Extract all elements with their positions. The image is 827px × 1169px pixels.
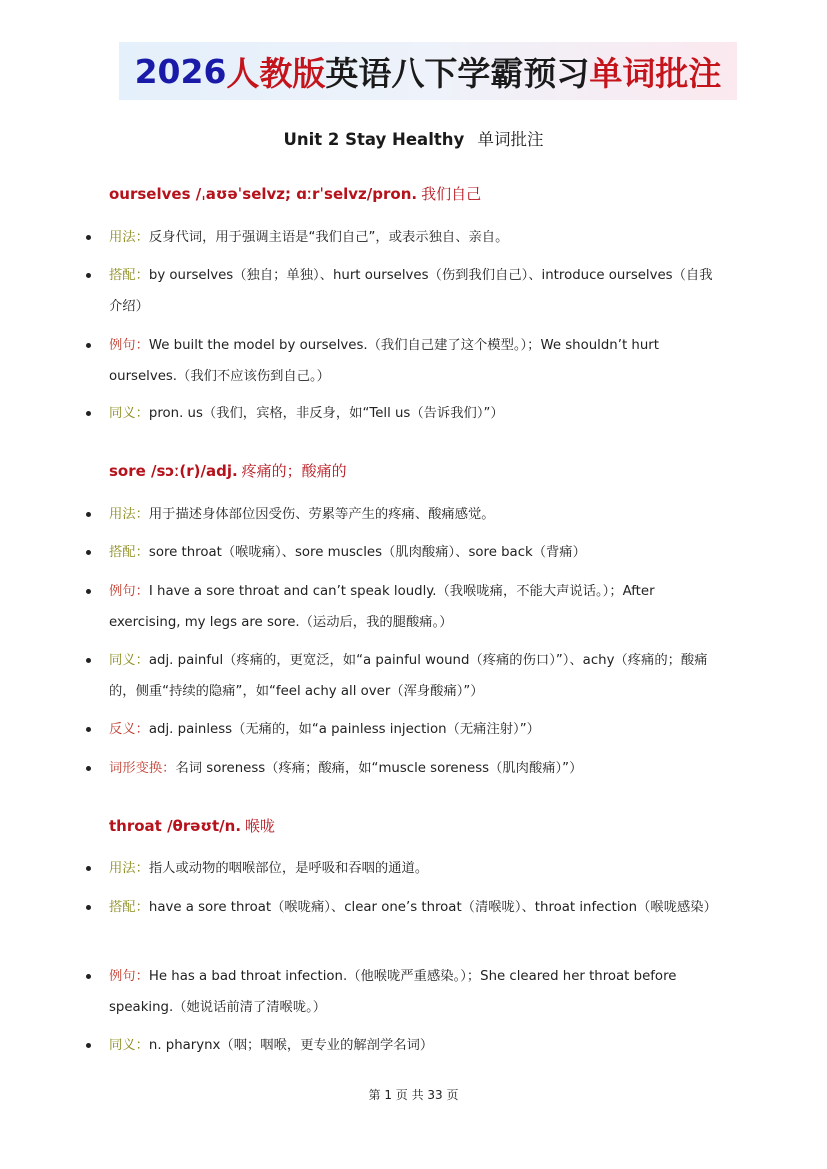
headword-text: ourselves /ˌaʊəˈselvz; ɑːrˈselvz/pron. [109, 185, 418, 203]
item-text: adj. painful（疼痛的，更宽泛，如“a painful wound（疼痛的伤口）”）、achy（疼痛的；酸痛的，侧重“持续的隐痛”，如“feel achy all over（浑身酸痛）”） [109, 653, 708, 699]
item-text: 指人或动物的咽喉部位，是呼吸和吞咽的通道。 [148, 861, 429, 876]
item-text: have a sore throat（喉咙痛）、clear one’s throat（清喉咙）、throat infection（喉咙感染） [148, 900, 717, 915]
list-item [109, 645, 719, 707]
item-label: 例句： [109, 584, 149, 599]
item-text: adj. painless（无痛的，如“a painless injection（无痛注射）”） [148, 722, 540, 737]
title-banner [119, 42, 737, 100]
item-label: 用法： [109, 507, 149, 522]
banner-year: 2026 [134, 51, 227, 91]
headword-meaning: 我们自己 [421, 185, 482, 203]
item-text: 反身代词，用于强调主语是“我们自己”，或表示独自、亲自。 [148, 230, 509, 245]
headword-ourselves [109, 183, 481, 204]
list-item [109, 398, 719, 429]
headword-throat [109, 815, 275, 836]
item-label: 用法： [109, 230, 149, 245]
list-item [109, 537, 719, 568]
headword-text: throat /θrəʊt/n. [109, 817, 242, 835]
item-label: 例句： [109, 338, 149, 353]
item-label: 同义： [109, 406, 149, 421]
list-item [109, 330, 719, 392]
headword-meaning: 疼痛的；酸痛的 [241, 462, 347, 480]
item-label: 搭配： [109, 268, 149, 283]
item-label: 搭配： [109, 900, 149, 915]
list-item [109, 222, 719, 253]
item-label: 搭配： [109, 545, 149, 560]
item-label: 词形变换： [109, 761, 176, 776]
item-text: I have a sore throat and can’t speak loudly.（我喉咙痛，不能大声说话。）；After exercising, my legs are sore.（运动后，我的腿酸痛。） [109, 584, 655, 630]
headword-text: sore /sɔː(r)/adj. [109, 462, 238, 480]
item-label: 用法： [109, 861, 149, 876]
banner-edition: 人教版 [226, 53, 326, 93]
list-item [109, 714, 719, 745]
item-label: 例句： [109, 969, 149, 984]
unit-title [0, 126, 827, 150]
banner-subject: 英语八下学霸预习 [325, 53, 590, 93]
item-text: 名词 soreness（疼痛；酸痛，如“muscle soreness（肌肉酸痛）”） [175, 761, 583, 776]
unit-subtitle: 单词批注 [477, 130, 544, 149]
headword-meaning: 喉咙 [245, 817, 276, 835]
item-label: 同义： [109, 653, 149, 668]
list-item [109, 961, 719, 1023]
unit-name: Unit 2 Stay Healthy [283, 130, 465, 149]
list-item [109, 892, 719, 923]
item-text: He has a bad throat infection.（他喉咙严重感染。）；She cleared her throat before speaking.（她说话前清了清喉咙。） [109, 969, 677, 1015]
list-item [109, 576, 719, 638]
item-text: sore throat（喉咙痛）、sore muscles（肌肉酸痛）、sore back（背痛） [148, 545, 586, 560]
banner-topic: 单词批注 [589, 53, 722, 93]
item-text: by ourselves（独自；单独）、hurt ourselves（伤到我们自己）、introduce ourselves（自我介绍） [109, 268, 713, 314]
list-item [109, 499, 719, 530]
list-item [109, 260, 719, 322]
list-item [109, 1030, 719, 1061]
item-text: 用于描述身体部位因受伤、劳累等产生的疼痛、酸痛感觉。 [148, 507, 495, 522]
item-text: pron. us（我们，宾格，非反身，如“Tell us（告诉我们）”） [148, 406, 504, 421]
page-footer: 第 1 页 共 33 页 [368, 1088, 459, 1102]
list-item [109, 753, 719, 784]
item-text: We built the model by ourselves.（我们自己建了这个模型。）；We shouldn’t hurt ourselves.（我们不应该伤到自己。） [109, 338, 659, 384]
list-item [109, 853, 719, 884]
item-label: 同义： [109, 1038, 149, 1053]
item-label: 反义： [109, 722, 149, 737]
item-text: n. pharynx（咽；咽喉，更专业的解剖学名词） [148, 1038, 434, 1053]
headword-sore [109, 460, 347, 481]
